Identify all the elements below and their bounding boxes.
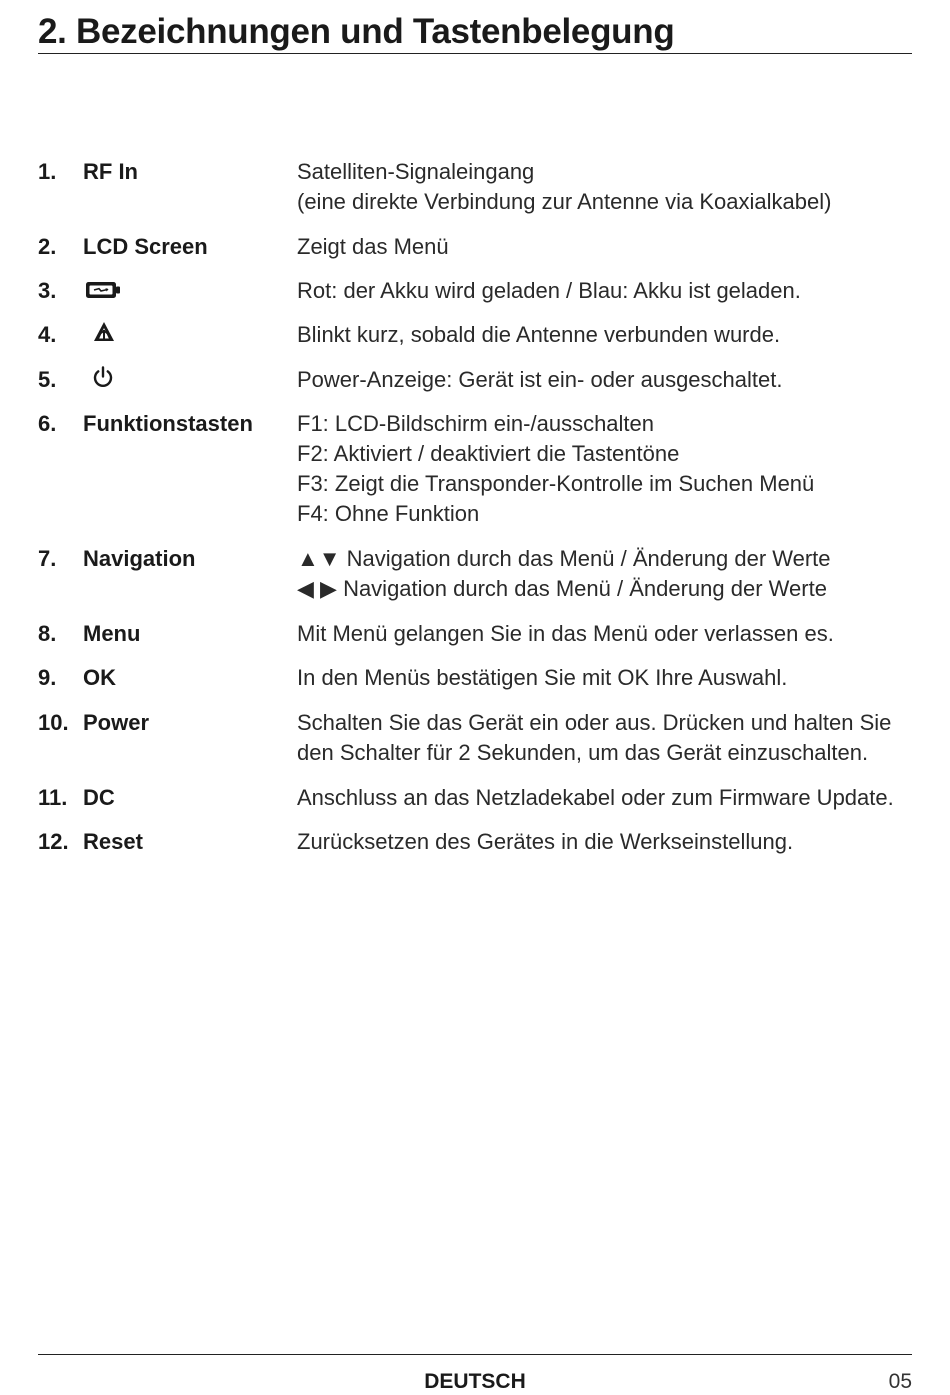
item-description (297, 232, 912, 262)
description-line: ▲▼ Navigation durch das Menü / Änderung der Werte (297, 546, 831, 571)
description-line: F1: LCD-Bildschirm ein-/ausschalten (297, 411, 655, 436)
description-line: F4: Ohne Funktion (297, 501, 480, 526)
item-description (297, 320, 912, 350)
list-item (38, 157, 912, 217)
list-item (38, 544, 912, 604)
item-term: Power (83, 710, 150, 735)
item-number: 1. (38, 159, 57, 184)
list-item (38, 409, 912, 529)
item-term: Reset (83, 829, 143, 854)
item-number: 5. (38, 367, 57, 392)
antenna-signal-icon (92, 320, 116, 352)
item-description (297, 783, 912, 813)
description-line: In den Menüs bestätigen Sie mit OK Ihre Auswahl. (297, 665, 788, 690)
description-line: Schalten Sie das Gerät ein oder aus. Drücken und halten Sie (297, 710, 892, 735)
item-term: Navigation (83, 546, 196, 571)
list-item (38, 276, 912, 306)
item-term: RF In (83, 159, 138, 184)
page-title: 2. Bezeichnungen und Tastenbelegung (38, 12, 675, 51)
power-icon (91, 365, 115, 397)
item-description (297, 276, 912, 306)
item-term: Funktionstasten (83, 411, 253, 436)
description-line: Zurücksetzen des Gerätes in die Werkseinstellung. (297, 829, 794, 854)
description-line: ◀ ▶ Navigation durch das Menü / Änderung der Werte (297, 576, 827, 601)
list-item (38, 619, 912, 649)
item-term: OK (83, 665, 116, 690)
list-item (38, 827, 912, 857)
item-description (297, 409, 912, 529)
item-description (297, 544, 912, 604)
item-number: 10. (38, 710, 69, 735)
list-item (38, 708, 912, 768)
description-line: Zeigt das Menü (297, 234, 449, 259)
item-number: 9. (38, 665, 57, 690)
item-description (297, 663, 912, 693)
item-number: 4. (38, 322, 57, 347)
item-number: 11. (38, 785, 68, 810)
description-line: Satelliten-Signaleingang (297, 159, 535, 184)
battery-charging-icon (85, 276, 121, 307)
description-line: (eine direkte Verbindung zur Antenne via Koaxialkabel) (297, 189, 832, 214)
item-number: 6. (38, 411, 57, 436)
page-number: 05 (888, 1370, 912, 1393)
description-line: Rot: der Akku wird geladen / Blau: Akku ist geladen. (297, 278, 801, 303)
footer-divider (38, 1354, 912, 1355)
item-term: LCD Screen (83, 234, 208, 259)
list-item (38, 663, 912, 693)
item-description (297, 619, 912, 649)
item-number: 7. (38, 546, 57, 571)
description-line: den Schalter für 2 Sekunden, um das Gerät einzuschalten. (297, 740, 869, 765)
title-divider (38, 53, 912, 54)
item-description (297, 365, 912, 395)
item-number: 12. (38, 829, 69, 854)
footer-language: DEUTSCH (424, 1370, 526, 1393)
list-item (38, 783, 912, 813)
description-line: Blinkt kurz, sobald die Antenne verbunden wurde. (297, 322, 781, 347)
description-line: Mit Menü gelangen Sie in das Menü oder verlassen es. (297, 621, 834, 646)
description-line: F3: Zeigt die Transponder-Kontrolle im Suchen Menü (297, 471, 815, 496)
item-description (297, 708, 912, 768)
item-number: 3. (38, 278, 57, 303)
description-line: Anschluss an das Netzladekabel oder zum Firmware Update. (297, 785, 894, 810)
item-number: 2. (38, 234, 57, 259)
item-number: 8. (38, 621, 57, 646)
list-item (38, 232, 912, 262)
description-line: Power-Anzeige: Gerät ist ein- oder ausgeschaltet. (297, 367, 783, 392)
item-description (297, 827, 912, 857)
list-item (38, 320, 912, 350)
item-description (297, 157, 912, 217)
description-line: F2: Aktiviert / deaktiviert die Tastentöne (297, 441, 680, 466)
item-term: Menu (83, 621, 141, 646)
designation-list (38, 157, 912, 857)
list-item (38, 365, 912, 395)
item-term: DC (83, 785, 115, 810)
